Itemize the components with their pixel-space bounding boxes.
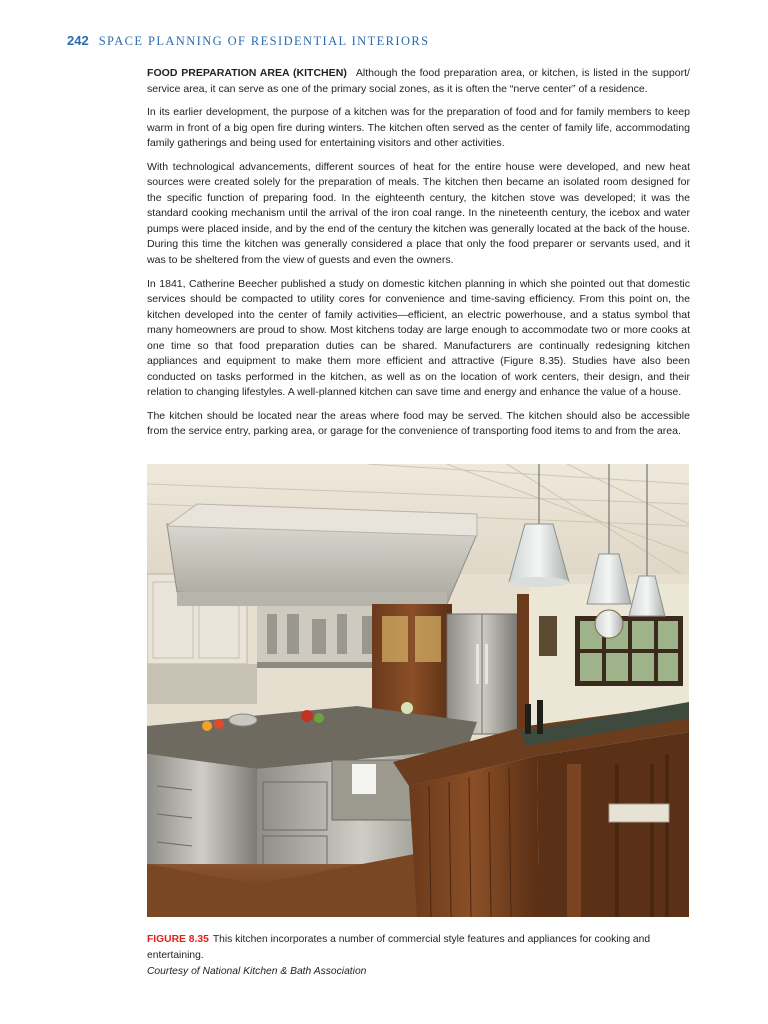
figure-caption bbox=[147, 932, 707, 980]
page-number: 242 bbox=[67, 33, 89, 48]
kitchen-illustration bbox=[147, 464, 689, 917]
kitchen-photo bbox=[147, 464, 689, 917]
figure-caption-text: This kitchen incorporates a number of commercial style features and appliances for cooking and entertaining. bbox=[147, 934, 651, 961]
paragraph-1-text: Although the food preparation area, or kitchen, is listed in the support/ service area, it can serve as one of the primary social zones, as it is often the “nerve center” of a residence. bbox=[147, 67, 690, 95]
running-title: SPACE PLANNING OF RESIDENTIAL INTERIORS bbox=[98, 34, 430, 48]
body-text bbox=[147, 66, 690, 448]
paragraph-1 bbox=[147, 66, 690, 97]
paragraph-5: The kitchen should be located near the areas where food may be served. The kitchen should also be accessible from the service entry, parking area, or garage for the convenience of transporting food items to and from the area. bbox=[147, 409, 690, 438]
paragraph-3: With technological advancements, different sources of heat for the entire house were developed, and new heat sources were created solely for the preparation of meals. The kitchen then became an isolated room designed for the specific function of preparing food. In the eighteenth century, the kitchen stove was developed; it was the standard cooking mechanism until the arrival of the iron coal range. In the nineteenth century, the icebox and water pumps were placed inside, and by the end of the century the kitchen was generally located at the back of the house. During this time the kitchen was generally considered a place that only the food preparer or servants used, and it was to be sheltered from the view of guests and even the owners. bbox=[147, 160, 690, 266]
figure-label: FIGURE 8.35 bbox=[147, 934, 209, 945]
figure-credit: Courtesy of National Kitchen & Bath Association bbox=[147, 966, 367, 977]
paragraph-4: In 1841, Catherine Beecher published a study on domestic kitchen planning in which she pointed out that domestic services should be compacted to utility cores for convenience and time-saving efficiency. From this point on, the kitchen developed into the center of family activities—efficient, an electric powerhouse, and a status symbol that many homeowners are proud to show. Most kitchens today are large enough to accommodate two or more cooks at one time so that food preparation duties can be shared. Manufacturers are continually redesigning kitchen appliances and equipment to make them more efficient and attractive (Figure 8.35). Studies have also been conducted on tasks performed in the kitchen, as well as on the location of work centers, their design, and their relation to changing lifestyles. A well-planned kitchen can save time and energy and enhance the value of a house. bbox=[147, 277, 690, 399]
section-heading: FOOD PREPARATION AREA (KITCHEN) bbox=[147, 67, 347, 79]
running-header bbox=[67, 33, 429, 49]
paragraph-2: In its earlier development, the purpose of a kitchen was for the preparation of food and for family members to keep warm in front of a big open fire during winters. The kitchen often served as the center of family life, accommodating family gatherings and being used for entertaining visitors and other activities. bbox=[147, 106, 690, 150]
